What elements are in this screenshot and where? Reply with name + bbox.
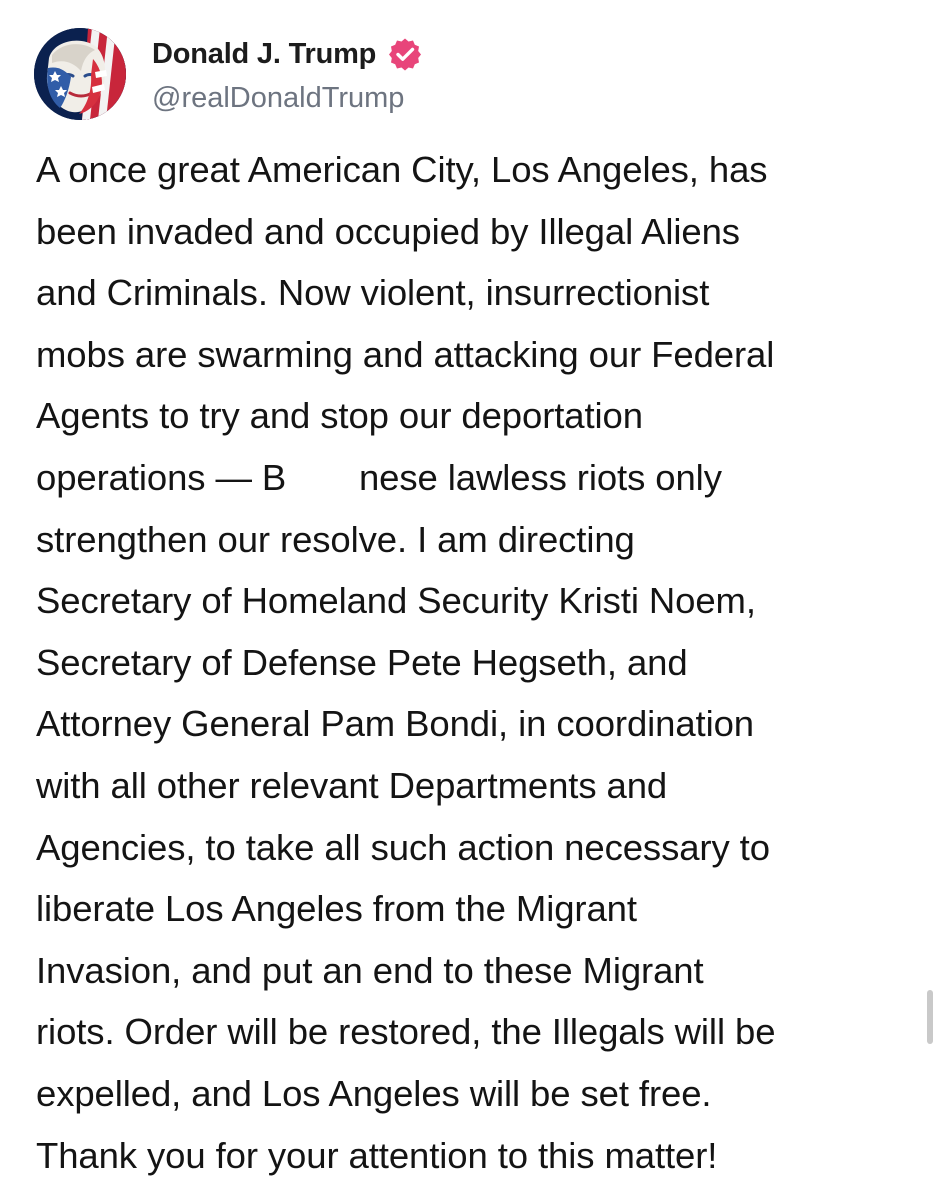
scrollbar-thumb[interactable]	[927, 990, 933, 1044]
avatar-portrait-icon	[34, 28, 126, 120]
author-info	[152, 28, 752, 120]
verified-badge-icon	[388, 37, 422, 71]
author-handle[interactable]: @realDonaldTrump	[152, 82, 405, 114]
post-header	[34, 28, 894, 120]
author-display-name[interactable]: Donald J. Trump	[152, 38, 377, 70]
avatar[interactable]	[34, 28, 126, 120]
author-name-row	[152, 34, 422, 74]
post-body-text: A once great American City, Los Angeles, has been invaded and occupied by Illegal Aliens and Criminals. Now violent, insurrectionist mobs are swarming and attacking our Federal Agents to try and stop our deportation operations — B nese lawless riots only strengthen our resolve. I am directing Secretary of Homeland Security Kristi Noem, Secretary of Defense Pete Hegseth, and Attorney General Pam Bondi, in coordination with all other relevant Departments and Agencies, to take all such action necessary to liberate Los Angeles from the Migrant Invasion, and put an end to these Migrant riots. Order will be restored, the Illegals will be expelled, and Los Angeles will be set free. Thank you for your attention to this matter!	[36, 149, 776, 1176]
